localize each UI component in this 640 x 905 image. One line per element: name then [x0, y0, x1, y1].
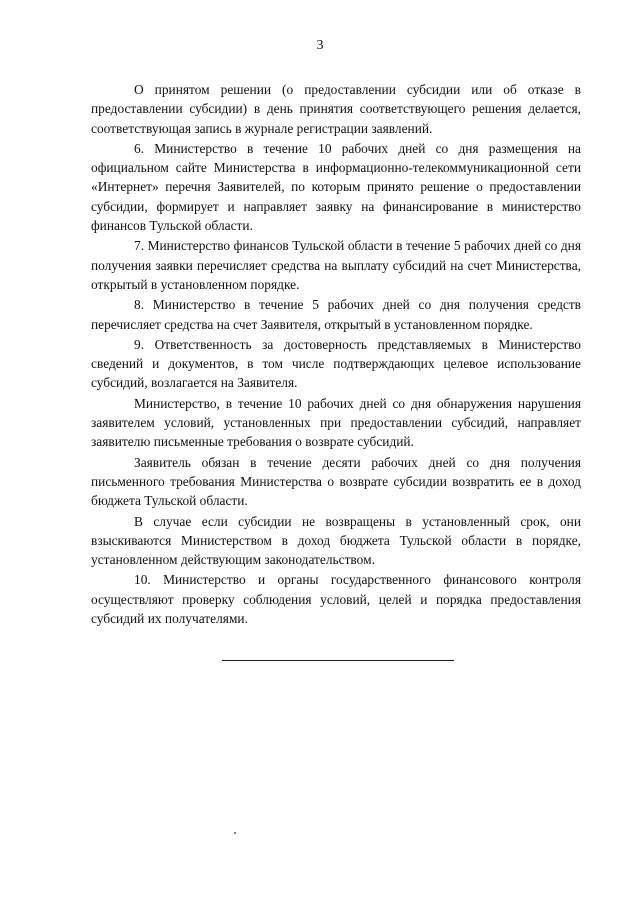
paragraph-item-6: 6. Министерство в течение 10 рабочих дней со дня размещения на официальном сайте Министерства в информационно-телекоммуникационной сети «Интернет» перечня Заявителей, по которым принято решение о предоставлении субсидии, формирует и направляет заявку на финансирование в министерство финансов Тульской области. — [91, 140, 581, 234]
paragraph-refund-obligation: Заявитель обязан в течение десяти рабочих дней со дня получения письменного требования Министерства о возврате субсидии возвратить ее в доход бюджета Тульской области. — [91, 454, 581, 509]
paragraph-item-7: 7. Министерство финансов Тульской области в течение 5 рабочих дней со дня получения заявки перечисляет средства на выплату субсидий на счет Министерства, открытый в установленном порядке. — [91, 238, 581, 292]
page-number: 3 — [316, 38, 324, 53]
scan-speck — [234, 832, 236, 834]
paragraph-enforced-recovery: В случае если субсидии не возвращены в установленный срок, они взыскиваются Министерством в доход бюджета Тульской области в порядке, установленном действующим законодательством. — [91, 513, 581, 568]
end-of-document-rule — [222, 660, 454, 661]
paragraph-decision-record: О принятом решении (о предоставлении субсидии или об отказе в предоставлении субсидии) в день принятия соответствующего решения делается, соответствующая запись в журнале регистрации заявлений. — [91, 82, 581, 136]
paragraph-violation-notice: Министерство, в течение 10 рабочих дней со дня обнаружения нарушения заявителем условий, установленных при предоставлении субсидий, направляет заявителю письменные требования о возврате субсидий. — [91, 395, 581, 450]
paragraph-item-10: 10. Министерство и органы государственного финансового контроля осуществляют проверку соблюдения условий, целей и порядка предоставления субсидий их получателями. — [91, 572, 581, 627]
paragraph-item-8: 8. Министерство в течение 5 рабочих дней со дня получения средств перечисляет средства на счет Заявителя, открытый в установленном порядке. — [91, 297, 581, 332]
paragraph-item-9: 9. Ответственность за достоверность представляемых в Министерство сведений и документов, в том числе подтверждающих целевое использование субсидий, возлагается на Заявителя. — [91, 336, 581, 391]
document-body — [91, 80, 581, 629]
